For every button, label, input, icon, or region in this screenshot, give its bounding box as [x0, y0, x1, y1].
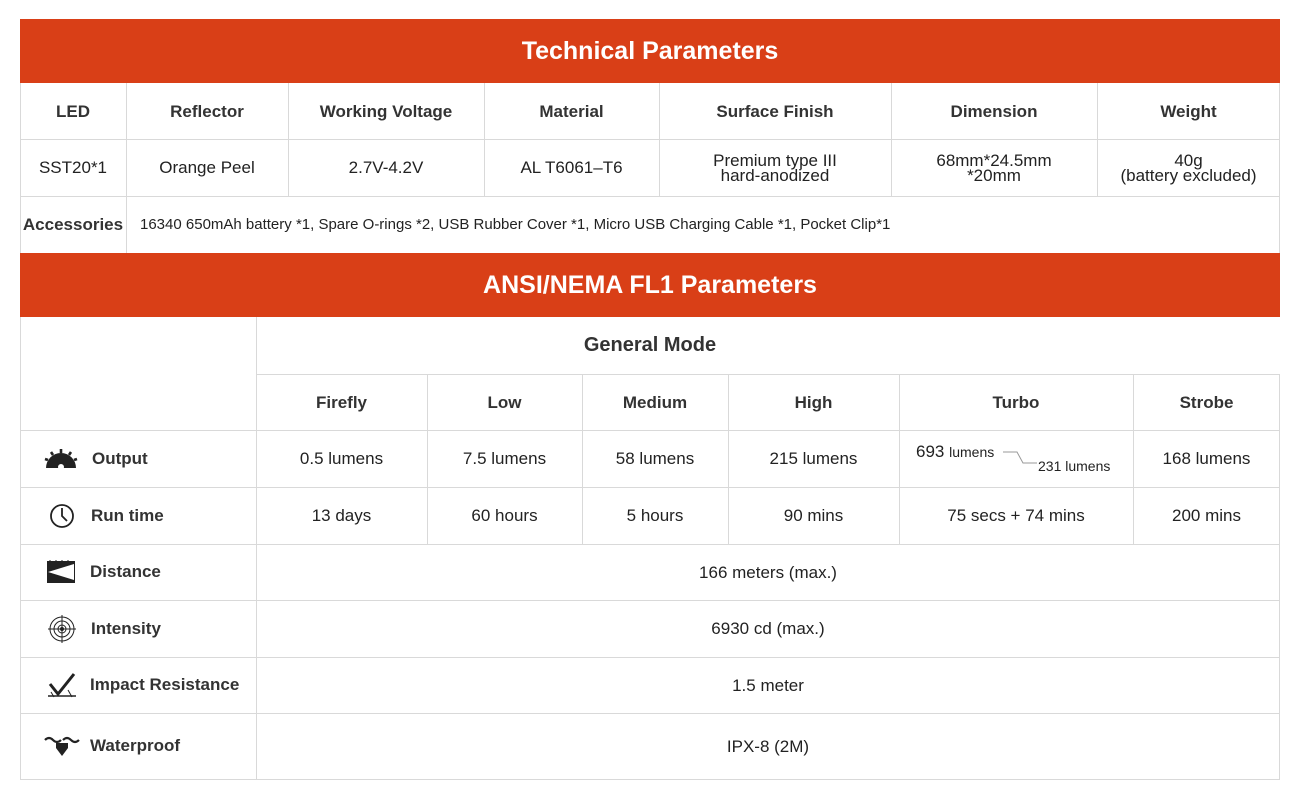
output-medium: 58 lumens	[615, 449, 695, 468]
surface-finish-line-1: Premium type III	[713, 150, 837, 170]
clock-icon	[48, 502, 76, 530]
mode-turbo: Turbo	[992, 392, 1040, 412]
output-strobe: 168 lumens	[1162, 449, 1251, 468]
intensity-label	[48, 600, 256, 657]
weight-line-2: (battery excluded)	[1120, 165, 1257, 185]
ansi-parameters-title: ANSI/NEMA FL1 Parameters	[483, 270, 817, 299]
output-label-text: Output	[92, 448, 148, 468]
value-led: SST20*1	[38, 158, 108, 177]
mode-strobe: Strobe	[1179, 392, 1234, 412]
target-icon	[48, 615, 76, 643]
impact-label	[48, 657, 256, 713]
accessories-value: 16340 650mAh battery *1, Spare O-rings *2, USB Rubber Cover *1, Micro USB Charging Cable *1, Pocket Clip*1	[140, 216, 891, 233]
weight-line-1: 40g	[1174, 150, 1203, 170]
value-weight	[1097, 139, 1280, 196]
value-material: AL T6061–T6	[520, 158, 623, 177]
technical-parameters-title: Technical Parameters	[521, 36, 779, 65]
waterproof-icon	[44, 734, 80, 758]
runtime-firefly: 13 days	[311, 506, 372, 525]
impact-value: 1.5 meter	[732, 675, 804, 695]
distance-label	[46, 544, 256, 600]
output-label	[44, 430, 256, 487]
header-surface-finish: Surface Finish	[716, 101, 834, 121]
distance-beam-icon	[46, 560, 76, 584]
surface-finish-line-2: hard-anodized	[720, 165, 830, 185]
runtime-label	[48, 487, 256, 544]
output-low: 7.5 lumens	[462, 449, 547, 468]
value-voltage: 2.7V-4.2V	[348, 158, 424, 177]
runtime-medium: 5 hours	[626, 506, 684, 525]
mode-high: High	[794, 392, 833, 412]
value-surface-finish	[659, 139, 891, 196]
impact-drop-icon	[48, 672, 76, 698]
runtime-high: 90 mins	[783, 506, 844, 525]
technical-parameters-banner	[20, 19, 1280, 83]
runtime-turbo: 75 secs + 74 mins	[947, 506, 1085, 525]
header-material: Material	[539, 101, 604, 121]
runtime-strobe: 200 mins	[1172, 506, 1241, 525]
waterproof-value: IPX-8 (2M)	[726, 736, 810, 756]
waterproof-label	[44, 713, 256, 779]
mode-medium: Medium	[622, 392, 688, 412]
runtime-low: 60 hours	[471, 506, 538, 525]
turbo-stepdown-line	[1003, 450, 1037, 466]
mode-low: Low	[487, 392, 522, 412]
header-weight: Weight	[1160, 101, 1217, 121]
value-reflector: Orange Peel	[159, 158, 255, 177]
dimension-line-2: *20mm	[967, 165, 1021, 185]
distance-label-text: Distance	[90, 562, 161, 581]
runtime-label-text: Run time	[91, 505, 164, 525]
header-reflector: Reflector	[170, 101, 244, 121]
intensity-label-text: Intensity	[91, 618, 161, 638]
value-dimension	[891, 139, 1097, 196]
distance-value: 166 meters (max.)	[699, 562, 837, 582]
header-dimension: Dimension	[950, 101, 1038, 121]
turbo-end-value: 231 lumens	[1038, 458, 1111, 474]
header-working-voltage: Working Voltage	[319, 101, 453, 121]
turbo-start-value: 693 lumens	[916, 442, 995, 461]
dimension-line-1: 68mm*24.5mm	[936, 150, 1052, 170]
waterproof-label-text: Waterproof	[90, 736, 181, 755]
mode-firefly: Firefly	[315, 392, 368, 412]
output-turbo	[899, 430, 1133, 487]
general-mode-heading: General Mode	[583, 334, 717, 356]
header-led: LED	[56, 101, 90, 121]
output-firefly: 0.5 lumens	[299, 449, 384, 468]
output-high: 215 lumens	[769, 449, 858, 468]
intensity-value: 6930 cd (max.)	[711, 619, 825, 638]
accessories-label: Accessories	[22, 215, 124, 234]
ansi-parameters-banner	[20, 253, 1280, 317]
output-gear-icon	[44, 448, 78, 470]
impact-label-text: Impact Resistance	[90, 675, 240, 694]
